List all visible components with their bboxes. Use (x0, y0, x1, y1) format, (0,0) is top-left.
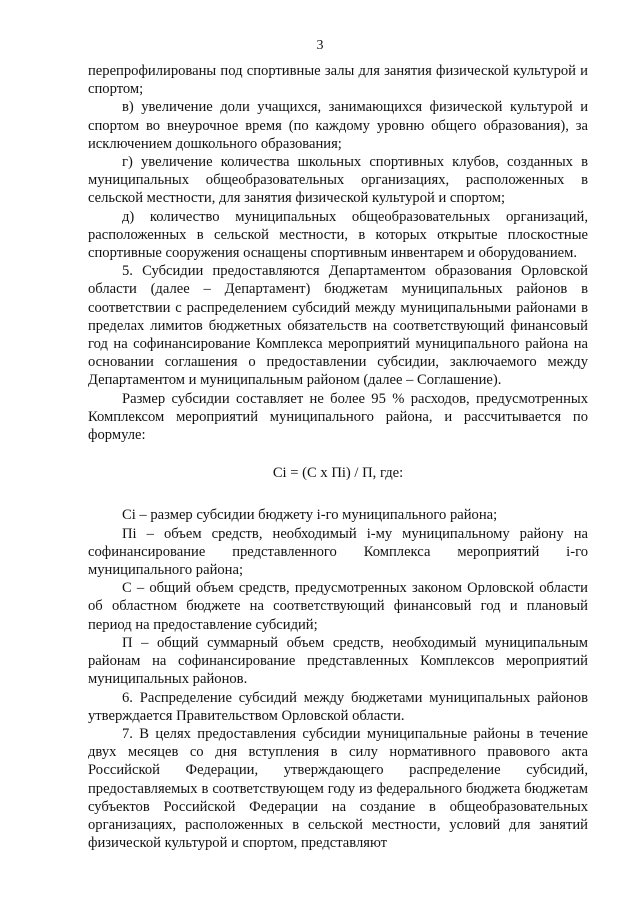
page-number: 3 (316, 38, 324, 53)
subsidy-formula: Ci = (C x Пi) / П, где: (272, 465, 404, 482)
definition-p: П – общий суммарный объем средств, необходимый муниципальным районам на софинансирование представленных Комплексов мероприятий муниципальных районов. (88, 634, 588, 688)
paragraph-clause-5: 5. Субсидии предоставляются Департаментом образования Орловской области (далее – Департамент) бюджетам муниципальных районов в соответствии с распределением субсидий между муниципальными районами в пределах лимитов бюджетных обязательств на соответствующий финансовый год на софинансирование Комплекса мероприятий муниципального района на основании соглашения о предоставлении субсидии, заключаемого между Департаментом и муниципальным районом (далее – Соглашение). (88, 263, 588, 389)
paragraph-subsidy-size: Размер субсидии составляет не более 95 % расходов, предусмотренных Комплексом мероприятий муниципального района, и рассчитывается по формуле: (88, 390, 588, 444)
paragraph-item-v: в) увеличение доли учащихся, занимающихся физической культурой и спортом во внеурочное время (по каждому уровню общего образования), за исключением дошкольного образования; (88, 99, 588, 152)
paragraph-clause-7: 7. В целях предоставления субсидии муниципальные районы в течение двух месяцев со дня вступления в силу нормативного правового акта Российской Федерации, утверждающего распределение субсидий, предоставляемых в соответствующем году из федерального бюджета бюджетам субъектов Российской Федерации на создание в общеобразовательных организациях, расположенных в сельской местности, условий для занятий физической культурой и спортом, представляют (88, 725, 588, 852)
paragraph-item-d: д) количество муниципальных общеобразовательных организаций, расположенных в сельской местности, в которых открытые плоскостные спортивные сооружения оснащены спортивным инвентарем и оборудованием. (88, 208, 588, 262)
definition-ci: Ci – размер субсидии бюджету i-го муниципального района; (122, 507, 498, 524)
definition-pi: Пi – объем средств, необходимый i-му муниципальному району на софинансирование представленного Комплекса мероприятий i-го муниципального района; (88, 525, 588, 579)
paragraph-continuation: перепрофилированы под спортивные залы для занятия физической культурой и спортом; (88, 63, 588, 98)
definition-c: C – общий объем средств, предусмотренных законом Орловской области об областном бюджете на соответствующий финансовый год и плановый период на предоставление субсидий; (88, 580, 588, 633)
paragraph-item-g: г) увеличение количества школьных спортивных клубов, созданных в муниципальных общеобразовательных организациях, расположенных в сельской местности, для занятия физической культурой и спортом; (88, 154, 588, 207)
paragraph-clause-6: 6. Распределение субсидий между бюджетами муниципальных районов утверждается Правительством Орловской области. (88, 689, 588, 724)
document-body (88, 62, 588, 852)
